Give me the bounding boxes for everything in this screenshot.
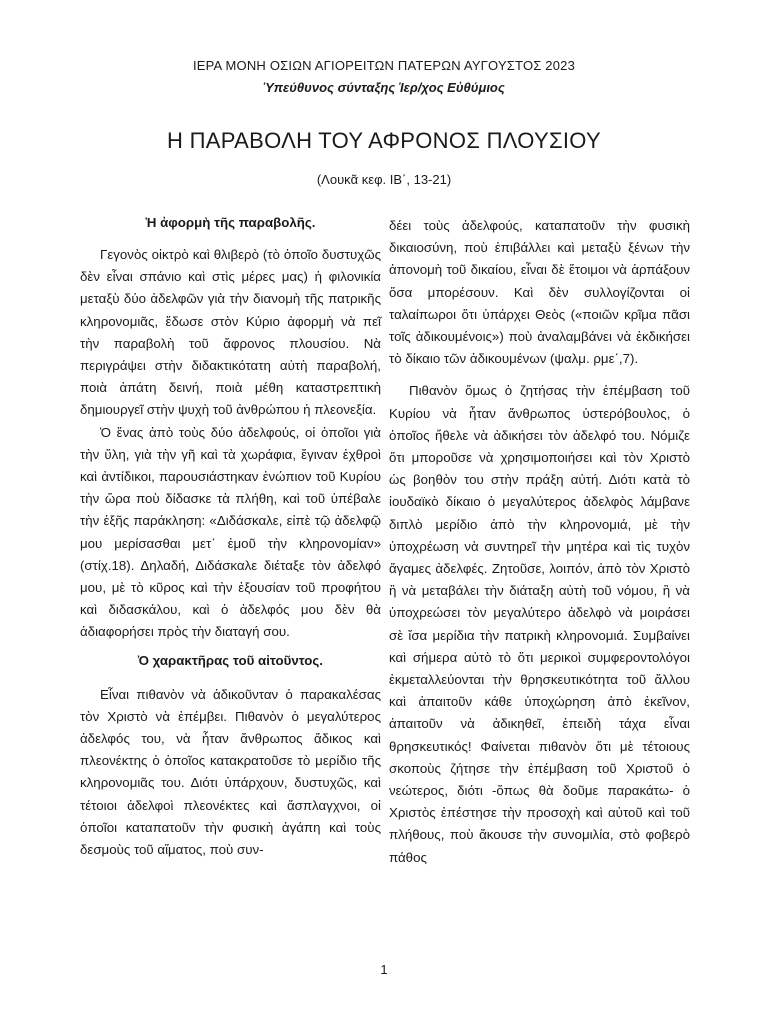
page-number: 1	[380, 962, 388, 977]
paragraph-continued: δέει τοὺς ἀδελφούς, καταπατοῦν τὴν φυσικὴ δικαιοσύνη, ποὺ ἐπιβάλλει καὶ μεταξὺ ξένων τὴν ἀπονομὴ τοῦ δικαίου, εἶναι δὲ ἕτοιμοι νὰ ἁρπάξουν ὅσα μπορέσουν. Καὶ δὲν συλλογίζονται οἱ ταλαίπωροι ὅτι ὑπάρχει Θεὸς («ποιῶν κρῖμα πᾶσι τοῖς ἀδικουμένοις») ποὺ ἀναλαμβάνει νὰ ἐκδικήσει τὸ δίκαιο τῶν ἀδικουμένων (ψαλμ. ρμε΄,7).	[389, 218, 690, 367]
right-column	[389, 215, 690, 869]
paragraph: Εἶναι πιθανὸν νὰ ἀδικοῦνταν ὁ παρακαλέσας τὸν Χριστὸ νὰ ἐπέμβει. Πιθανὸν ὁ μεγαλύτερος ἀδελφός του, νὰ ἦταν ἄνθρωπος ἄδικος καὶ πλεονέκτης ὁ ὁποῖος κατακρατοῦσε τὸ μερίδιο τῆς κληρονομιᾶς του. Διότι ὑπάρχουν, δυστυχῶς, καὶ τέτοιοι ἀδελφοὶ πλεονέκτες καὶ ἄσπλαγχνοι, οἱ ὁποῖοι καταπατοῦν τὴν φυσικὴ ἀγάπη καὶ τοὺς δεσμοὺς τοῦ αἵματος, ποὺ συν-	[80, 686, 381, 858]
page-title: Η ΠΑΡΑΒΟΛΗ ΤΟΥ ΑΦΡΟΝΟΣ ΠΛΟΥΣΙΟΥ	[167, 128, 601, 153]
paragraph: Ὁ ἕνας ἀπὸ τοὺς δύο ἀδελφούς, οἱ ὁποῖοι γιὰ τὴν ὕλη, γιὰ τὴν γῆ καὶ τὰ χωράφια, ἔγιναν ἐχθροὶ καὶ ἀντίδικοι, παρουσιάστηκαν ἐνώπιον τοῦ Κυρίου τὴν ὥρα ποὺ δίδασκε τὰ πλήθη, καὶ τοῦ ὑπέβαλε τὴν ἑξῆς παράκληση: «Διδάσκαλε, εἰπὲ τῷ ἀδελφῷ μου μερίσασθαι μετ᾿ ἐμοῦ τὴν κληρονομίαν» (στίχ.18). Δηλαδή, Διδάσκαλε διέταξε τὸν ἀδελφό μου, μὲ τὸ κῦρος καὶ τὴν ἐξουσίαν τοῦ προφήτου καὶ διδασκάλου, καὶ ὁ ἀδελφός μου δὲν θὰ ἀδιαφορήσει πρὸς τὴν διαταγή σου.	[80, 424, 381, 640]
paragraph: Πιθανὸν ὅμως ὁ ζητήσας τὴν ἐπέμβαση τοῦ Κυρίου νὰ ἦταν ἄνθρωπος ὑστερόβουλος, ὁ ὁποῖος ἤθελε νὰ ἀδικήσει τὸν ἀδελφό του. Νόμιζε ὅτι μποροῦσε νὰ χρησιμοποιήσει καὶ τὸν Χριστὸ ὡς βοηθὸν του στὴν πράξη αὐτή. Διότι κατὰ τὸ ἰουδαϊκὸ δίκαιο ὁ μεγαλύτερος ἀδελφὸς λάμβανε διπλὸ μερίδιο ἀπὸ τὴν κληρονομιά, μὲ τὴν ὑποχρέωση νὰ συντηρεῖ τὴν μητέρα καὶ τὶς τυχὸν ἄγαμες ἀδελφές. Ζητοῦσε, λοιπόν, ἀπὸ τὸν Χριστὸ ἢ νὰ μεταβάλει τὴν διάταξη αὐτὴ τοῦ νόμου, ἢ νὰ ὑποχρεώσει τὸν μεγαλύτερο ἀδελφὸ νὰ μοιράσει σὲ ἴσα μερίδια τὴν πατρικὴ κληρονομιά. Συμβαίνει καὶ σήμερα αὐτὸ τὸ ὅτι μερικοὶ συμφεροντολόγοι ἐκμεταλλεύονται τὴν θρησκευτικότητα τοῦ ἄλλου καὶ ἀπαιτοῦν κάθε ὑποχώρηση ἀπὸ ἐκεῖνον, ἀπαιτοῦν νὰ ἀδικηθεῖ, ἐπειδὴ τάχα εἶναι θρησκευτικός! Φαίνεται πιθανὸν ὅτι μὲ τέτοιους σκοποὺς ζήτησε τὴν ἐπέμβαση τοῦ Χριστοῦ ὁ νεώτερος, διότι -ὅπως θὰ δοῦμε παρακάτω- ὁ Χριστὸς ἐπέστησε τὴν προσοχὴ καὶ αὐτοῦ καὶ τοῦ πλήθους, ποὺ ἄκουσε τὴν συνομιλία, στὸ φοβερὸ πάθος	[389, 383, 690, 865]
section-heading-character: Ὁ χαρακτῆρας τοῦ αἰτοῦντος.	[137, 652, 324, 668]
monastery-header: ΙΕΡΑ ΜΟΝΗ ΟΣΙΩΝ ΑΓΙΟΡΕΙΤΩΝ ΠΑΤΕΡΩΝ ΑΥΓΟΥΣΤΟΣ 2023	[192, 58, 576, 73]
editor-credit: Ὑπεύθυνος σύνταξης Ἱερ/χος Εὐθύμιος	[263, 80, 505, 95]
paragraph: Γεγονὸς οἰκτρὸ καὶ θλιβερὸ (τὸ ὁποῖο δυστυχῶς δὲν εἶναι σπάνιο καὶ στὶς μέρες μας) ἡ φιλονικία μεταξὺ δύο ἀδελφῶν γιὰ τὴν διανομὴ τῆς πατρικῆς κληρονομιᾶς, ἔδωσε στὸν Κύριο ἀφορμὴ νὰ πεῖ τὴν παραβολὴ τοῦ ἄφρονος πλουσίου. Νὰ περιγράψει στὴν διδακτικότατη αὐτὴ παραβολή, ποιὰ ἀπάτη δεινή, ποιὰ μέθη καταστρεπτικὴ δημιουργεῖ στὴν ψυχὴ τοῦ ἀνθρώπου ἡ πλεονεξία.	[80, 247, 381, 418]
section-heading-occasion: Ἡ ἀφορμὴ τῆς παραβολῆς.	[145, 215, 316, 230]
left-column	[80, 212, 381, 861]
scripture-reference: (Λουκᾶ κεφ. ΙΒ΄, 13-21)	[316, 172, 452, 187]
